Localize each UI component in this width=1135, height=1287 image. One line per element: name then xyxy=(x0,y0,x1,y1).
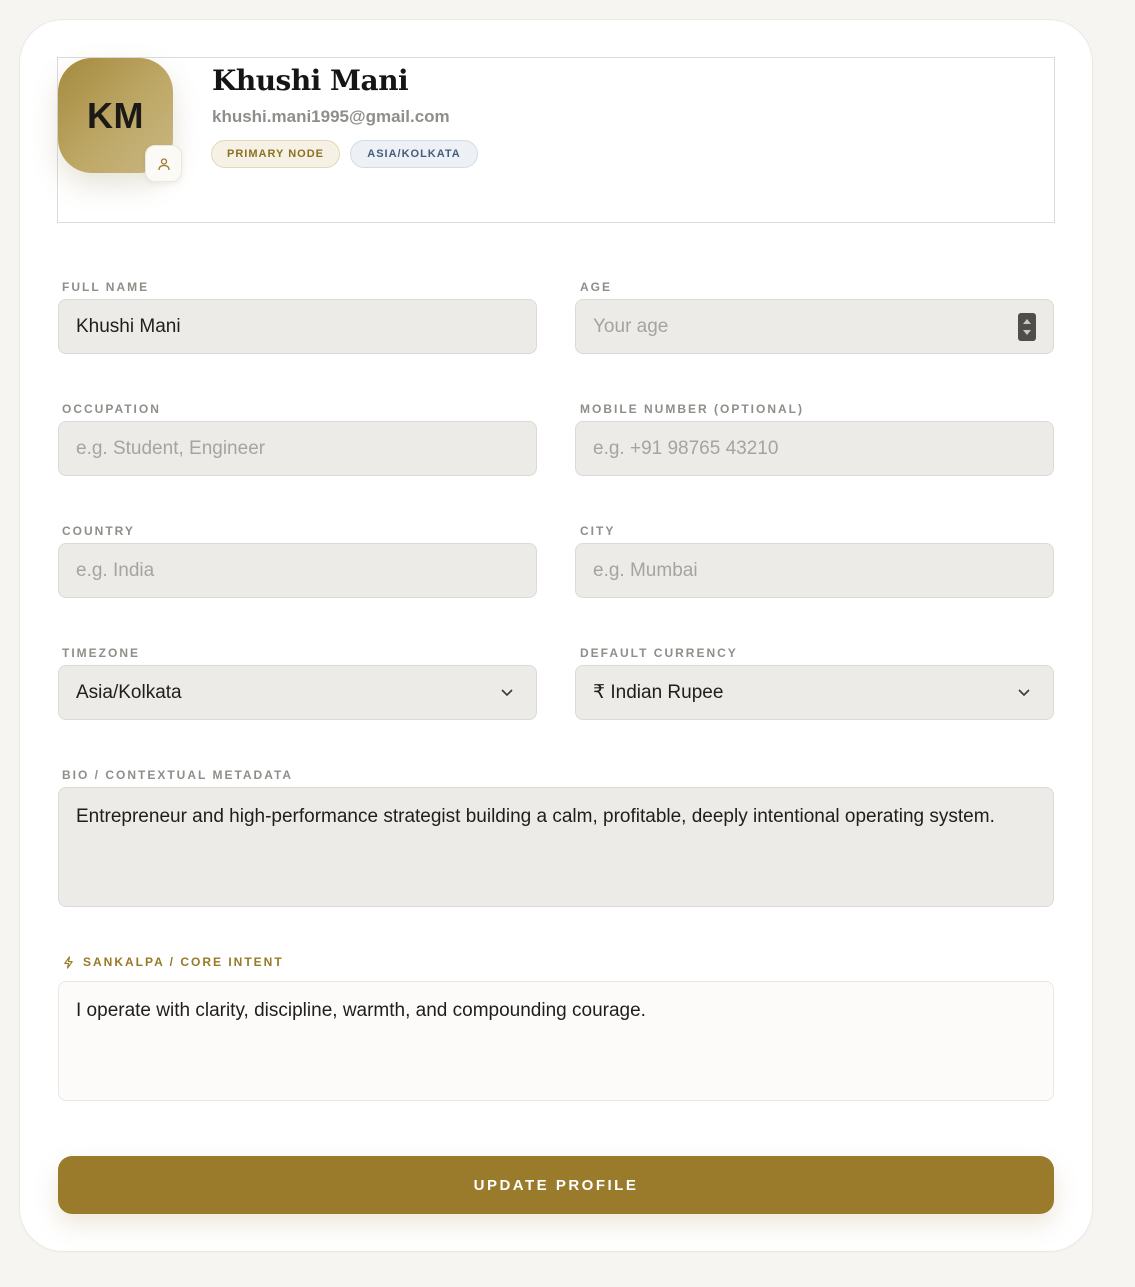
occupation-placeholder: e.g. Student, Engineer xyxy=(76,437,266,459)
mobile-input[interactable] xyxy=(575,421,1054,476)
change-avatar-button[interactable] xyxy=(145,145,182,182)
country-input[interactable] xyxy=(58,543,537,598)
intent-label-text: SANKALPA / CORE INTENT xyxy=(83,955,284,969)
timezone-label: TIMEZONE xyxy=(62,646,140,660)
intent-label xyxy=(62,955,284,969)
currency-value: ₹ Indian Rupee xyxy=(593,682,724,703)
chevron-down-icon xyxy=(500,685,514,699)
intent-textarea[interactable]: I operate with clarity, discipline, warmth, and compounding courage. xyxy=(58,981,1054,1101)
country-label: COUNTRY xyxy=(62,524,135,538)
full-name-label: FULL NAME xyxy=(62,280,150,294)
bio-textarea[interactable]: Entrepreneur and high-performance strategist building a calm, profitable, deeply intentional operating system. xyxy=(58,787,1054,907)
age-placeholder: Your age xyxy=(593,315,669,337)
primary-node-badge: PRIMARY NODE xyxy=(211,140,340,168)
user-icon xyxy=(157,157,171,171)
stepper-down-icon[interactable] xyxy=(1023,330,1031,335)
age-input[interactable] xyxy=(575,299,1054,354)
bolt-icon xyxy=(62,956,75,969)
chevron-down-icon xyxy=(1017,685,1031,699)
currency-label: DEFAULT CURRENCY xyxy=(580,646,738,660)
update-profile-button[interactable]: UPDATE PROFILE xyxy=(58,1156,1054,1214)
occupation-input[interactable] xyxy=(58,421,537,476)
country-placeholder: e.g. India xyxy=(76,559,155,581)
mobile-label: MOBILE NUMBER (OPTIONAL) xyxy=(580,402,804,416)
profile-header xyxy=(57,57,1055,223)
timezone-badge: ASIA/KOLKATA xyxy=(350,140,478,168)
city-input[interactable] xyxy=(575,543,1054,598)
stepper-up-icon[interactable] xyxy=(1023,319,1031,324)
full-name-value: Khushi Mani xyxy=(76,315,181,337)
avatar-initials: KM xyxy=(87,94,144,136)
bio-label: BIO / CONTEXTUAL METADATA xyxy=(62,768,294,782)
currency-select[interactable] xyxy=(575,665,1054,720)
profile-name: Khushi Mani xyxy=(212,64,409,97)
age-label: AGE xyxy=(580,280,613,294)
timezone-select[interactable] xyxy=(58,665,537,720)
age-stepper[interactable] xyxy=(1018,313,1036,341)
occupation-label: OCCUPATION xyxy=(62,402,161,416)
timezone-value: Asia/Kolkata xyxy=(76,681,182,703)
profile-email: khushi.mani1995@gmail.com xyxy=(212,107,450,126)
mobile-placeholder: e.g. +91 98765 43210 xyxy=(593,437,779,459)
city-placeholder: e.g. Mumbai xyxy=(593,559,698,581)
full-name-input[interactable] xyxy=(58,299,537,354)
city-label: CITY xyxy=(580,524,616,538)
